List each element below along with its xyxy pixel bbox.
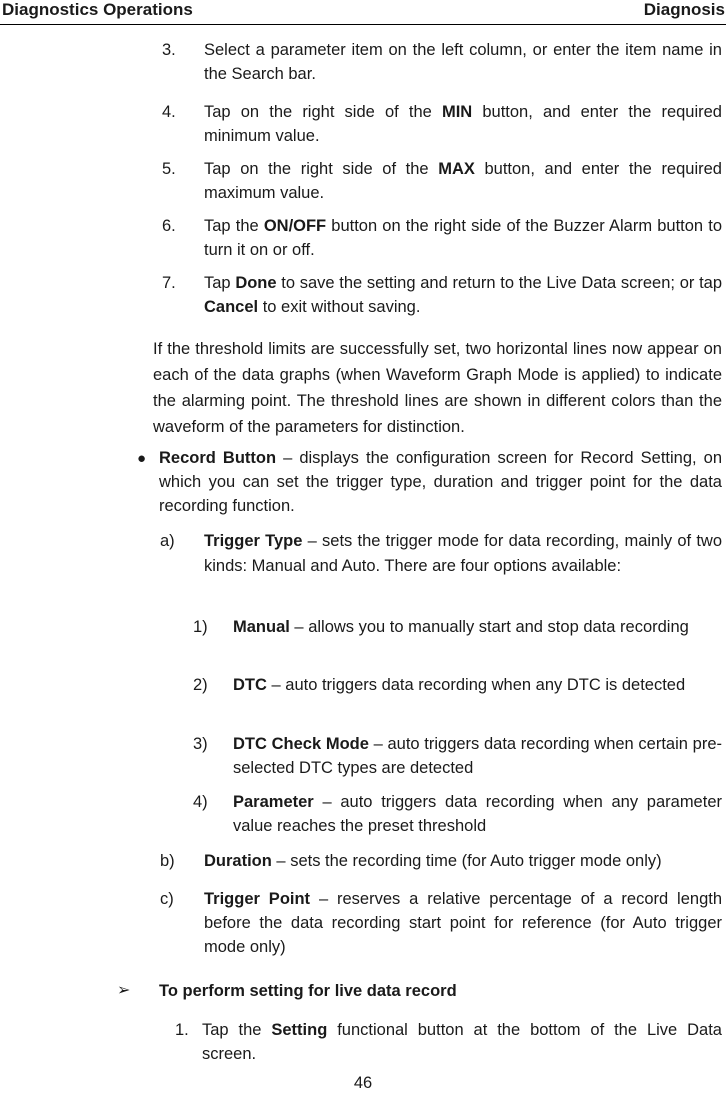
step-7 — [0, 271, 726, 323]
header-section-title: Diagnostics Operations — [2, 0, 193, 19]
arrow-bullet-icon: ➢ — [117, 982, 131, 999]
record-button-item — [159, 446, 722, 518]
step-text: Tap Done to save the setting and return to the Live Data screen; or tap Cancel to exit without saving. — [204, 274, 723, 316]
sub-item-text: Duration – sets the recording time (for Auto trigger mode only) — [204, 852, 662, 870]
page-number: 46 — [353, 1074, 373, 1092]
sub-item-label: b) — [160, 852, 175, 870]
step-4 — [0, 100, 726, 152]
option-text: Parameter – auto triggers data recording when any parameter value reaches the preset threshold — [233, 793, 722, 835]
sub-item-label: a) — [160, 532, 175, 550]
procedure-title: To perform setting for live data record — [159, 982, 457, 1000]
step-text: Tap the Setting functional button at the bottom of the Live Data screen. — [202, 1021, 722, 1063]
step-text: Tap the ON/OFF button on the right side of the Buzzer Alarm button to turn it on or off. — [204, 217, 722, 259]
step-number: 1. — [175, 1021, 189, 1039]
record-button-desc: – displays the configuration screen for Record Setting, on which you can set the trigger type, duration and trigger point for the data recording function. — [159, 449, 722, 515]
step-number: 4. — [162, 103, 176, 121]
step-5 — [0, 157, 726, 209]
sub-item-text: Trigger Point – reserves a relative percentage of a record length before the data recording start point for reference (for Auto trigger mode only) — [204, 890, 723, 956]
step-number: 7. — [162, 274, 176, 292]
step-number: 5. — [162, 160, 176, 178]
threshold-paragraph: If the threshold limits are successfully set, two horizontal lines now appear on each of the data graphs (when Waveform Graph Mode is applied) to indicate the alarming point. The threshold lines are shown in different colors than the waveform of the parameters for distinction. — [153, 340, 722, 436]
sub-item-label: c) — [160, 890, 174, 908]
step-6 — [0, 214, 726, 266]
option-number: 2) — [193, 676, 208, 694]
step-number: 6. — [162, 217, 176, 235]
option-number: 3) — [193, 735, 208, 753]
option-text: Manual – allows you to manually start and stop data recording — [233, 618, 689, 636]
step-text: Tap on the right side of the MIN button, and enter the required minimum value. — [204, 103, 722, 145]
filled-circle-bullet-icon: ● — [137, 450, 147, 467]
header-chapter-title: Diagnosis — [643, 0, 725, 19]
page-header — [0, 0, 726, 25]
step-number: 3. — [162, 41, 176, 59]
option-number: 4) — [193, 793, 208, 811]
option-number: 1) — [193, 618, 208, 636]
option-text: DTC – auto triggers data recording when any DTC is detected — [233, 676, 686, 694]
record-button-title: Record Button — [159, 449, 277, 467]
step-3 — [0, 38, 726, 90]
option-text: DTC Check Mode – auto triggers data recording when certain pre-selected DTC types are detected — [233, 735, 722, 777]
sub-item-text: Trigger Type – sets the trigger mode for data recording, mainly of two kinds: Manual and Auto. There are four options available: — [204, 532, 722, 575]
step-text: Select a parameter item on the left column, or enter the item name in the Search bar. — [204, 41, 722, 83]
step-text: Tap on the right side of the MAX button, and enter the required maximum value. — [204, 160, 722, 202]
